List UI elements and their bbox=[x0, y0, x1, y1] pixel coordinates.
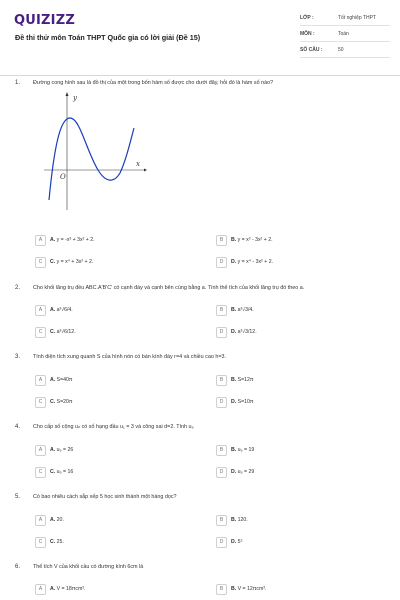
option-letter-box: D bbox=[216, 257, 227, 268]
option-key: A. bbox=[50, 377, 56, 383]
option-text: y = -x³ + 3x² + 2. bbox=[56, 237, 95, 243]
question-text: Cho cấp số cộng uₙ có số hạng đầu u₁ = 3 và công sai d=2. Tính u₉ bbox=[33, 424, 194, 430]
option-letter-box: B bbox=[216, 235, 227, 246]
meta-row-subject bbox=[300, 26, 390, 42]
question-text: Tính diện tích xung quanh S của hình nón có bán kính đáy r=4 và chiều cao h=3. bbox=[33, 354, 227, 360]
option-5b[interactable] bbox=[216, 514, 248, 526]
option-1d[interactable] bbox=[216, 256, 273, 268]
option-letter-box: C bbox=[35, 397, 46, 408]
option-4b[interactable] bbox=[216, 444, 254, 456]
origin-label: O bbox=[60, 173, 66, 181]
option-key: D. bbox=[231, 259, 237, 265]
option-text: u₉ = 29 bbox=[237, 469, 255, 475]
option-text: V = 12πcm³. bbox=[237, 586, 267, 592]
option-key: C. bbox=[50, 469, 56, 475]
option-letter-box: A bbox=[35, 375, 46, 386]
question-text: Có bao nhiêu cách sắp xếp 5 học sinh thành một hàng dọc? bbox=[33, 494, 177, 500]
option-key: B. bbox=[231, 377, 237, 383]
option-letter-box: B bbox=[216, 584, 227, 595]
worksheet-header bbox=[0, 0, 400, 76]
worksheet-meta bbox=[300, 10, 390, 58]
option-key: A. bbox=[50, 586, 56, 592]
question-number: 3. bbox=[15, 354, 21, 360]
option-1c[interactable] bbox=[35, 256, 93, 268]
option-text: S=40π bbox=[56, 377, 73, 383]
option-key: B. bbox=[231, 237, 237, 243]
meta-value: 50 bbox=[338, 46, 344, 53]
option-6a[interactable] bbox=[35, 583, 85, 595]
option-key: C. bbox=[50, 539, 56, 545]
option-key: A. bbox=[50, 237, 56, 243]
option-2a[interactable] bbox=[35, 304, 73, 316]
option-text: y = x³ - 3x² + 2. bbox=[237, 237, 273, 243]
option-text: a³√6/12. bbox=[56, 329, 76, 335]
meta-label: MÔN : bbox=[300, 30, 315, 37]
option-5a[interactable] bbox=[35, 514, 64, 526]
option-key: D. bbox=[231, 329, 237, 335]
option-letter-box: A bbox=[35, 235, 46, 246]
question-number: 5. bbox=[15, 494, 21, 500]
option-text: y = x⁴ - 3x² + 2. bbox=[237, 259, 274, 265]
option-letter-box: D bbox=[216, 397, 227, 408]
meta-value: Toán bbox=[338, 30, 349, 37]
option-text: S=10π bbox=[237, 399, 254, 405]
meta-row-count bbox=[300, 42, 390, 58]
question-number: 6. bbox=[15, 564, 21, 570]
option-key: D. bbox=[231, 469, 237, 475]
question-number: 2. bbox=[15, 285, 21, 291]
option-letter-box: C bbox=[35, 467, 46, 478]
option-letter-box: C bbox=[35, 327, 46, 338]
option-text: 120. bbox=[237, 517, 248, 523]
option-5c[interactable] bbox=[35, 536, 64, 548]
option-letter-box: B bbox=[216, 375, 227, 386]
option-text: a³√3/12. bbox=[237, 329, 257, 335]
option-key: D. bbox=[231, 539, 237, 545]
option-letter-box: D bbox=[216, 327, 227, 338]
option-6b[interactable] bbox=[216, 583, 266, 595]
x-axis-label: x bbox=[136, 160, 140, 168]
option-text: 20. bbox=[56, 517, 64, 523]
option-text: a³√6/4. bbox=[56, 307, 73, 313]
option-4c[interactable] bbox=[35, 466, 73, 478]
option-3a[interactable] bbox=[35, 374, 72, 386]
option-key: D. bbox=[231, 399, 237, 405]
option-text: 5⁵ bbox=[237, 539, 243, 545]
option-letter-box: A bbox=[35, 445, 46, 456]
option-letter-box: B bbox=[216, 445, 227, 456]
option-text: u₉ = 19 bbox=[237, 447, 255, 453]
option-3b[interactable] bbox=[216, 374, 253, 386]
option-text: V = 18πcm³. bbox=[56, 586, 86, 592]
option-text: S=12π bbox=[237, 377, 254, 383]
option-key: C. bbox=[50, 399, 56, 405]
option-1b[interactable] bbox=[216, 234, 273, 246]
option-text: u₉ = 26 bbox=[56, 447, 74, 453]
option-letter-box: A bbox=[35, 305, 46, 316]
worksheet-title: Đề thi thử môn Toán THPT Quốc gia có lời giải (Đề 15) bbox=[15, 33, 201, 42]
question-text: Đường cong hình sau là đồ thị của một trong bốn hàm số được cho dưới đây, hỏi đó là hàm số nào? bbox=[33, 80, 274, 86]
option-letter-box: B bbox=[216, 305, 227, 316]
option-text: y = x⁴ + 3x² + 2. bbox=[56, 259, 94, 265]
meta-value: Tốt nghiệp THPT bbox=[338, 14, 376, 21]
quizizz-logo: QUIZIZZ bbox=[14, 13, 75, 28]
y-axis-label: y bbox=[73, 94, 77, 102]
option-letter-box: C bbox=[35, 537, 46, 548]
question-text: Cho khối lăng trụ đều ABC.A'B'C' có cạnh đáy và cạnh bên cùng bằng a. Tính thể tích của khối lăng trụ đó theo a. bbox=[33, 285, 305, 291]
option-key: A. bbox=[50, 307, 56, 313]
option-key: B. bbox=[231, 307, 237, 313]
option-key: B. bbox=[231, 517, 237, 523]
option-text: S=20π bbox=[56, 399, 73, 405]
option-letter-box: A bbox=[35, 515, 46, 526]
meta-label: LỚP : bbox=[300, 14, 314, 21]
option-1a[interactable] bbox=[35, 234, 95, 246]
curve-path bbox=[49, 118, 134, 200]
x-axis-arrow bbox=[144, 169, 147, 172]
option-2c[interactable] bbox=[35, 326, 76, 338]
option-3c[interactable] bbox=[35, 396, 72, 408]
question-number: 4. bbox=[15, 424, 21, 430]
option-2b[interactable] bbox=[216, 304, 254, 316]
option-letter-box: C bbox=[35, 257, 46, 268]
option-letter-box: D bbox=[216, 537, 227, 548]
option-key: A. bbox=[50, 517, 56, 523]
option-key: C. bbox=[50, 329, 56, 335]
option-text: u₉ = 16 bbox=[56, 469, 74, 475]
option-4d[interactable] bbox=[216, 466, 254, 478]
option-key: B. bbox=[231, 586, 237, 592]
y-axis-arrow bbox=[66, 92, 69, 96]
question-text: Thể tích V của khối cầu có đường kính 6cm là bbox=[33, 564, 144, 570]
meta-row-class bbox=[300, 10, 390, 26]
question-number: 1. bbox=[15, 80, 21, 86]
option-letter-box: B bbox=[216, 515, 227, 526]
option-text: a³√3/4. bbox=[237, 307, 254, 313]
meta-label: SỐ CÂU : bbox=[300, 46, 323, 53]
option-letter-box: D bbox=[216, 467, 227, 478]
cubic-graph-figure bbox=[40, 88, 150, 212]
option-2d[interactable] bbox=[216, 326, 257, 338]
option-key: B. bbox=[231, 447, 237, 453]
option-letter-box: A bbox=[35, 584, 46, 595]
option-3d[interactable] bbox=[216, 396, 253, 408]
option-4a[interactable] bbox=[35, 444, 73, 456]
option-key: C. bbox=[50, 259, 56, 265]
option-key: A. bbox=[50, 447, 56, 453]
option-5d[interactable] bbox=[216, 536, 243, 548]
option-text: 25. bbox=[56, 539, 64, 545]
